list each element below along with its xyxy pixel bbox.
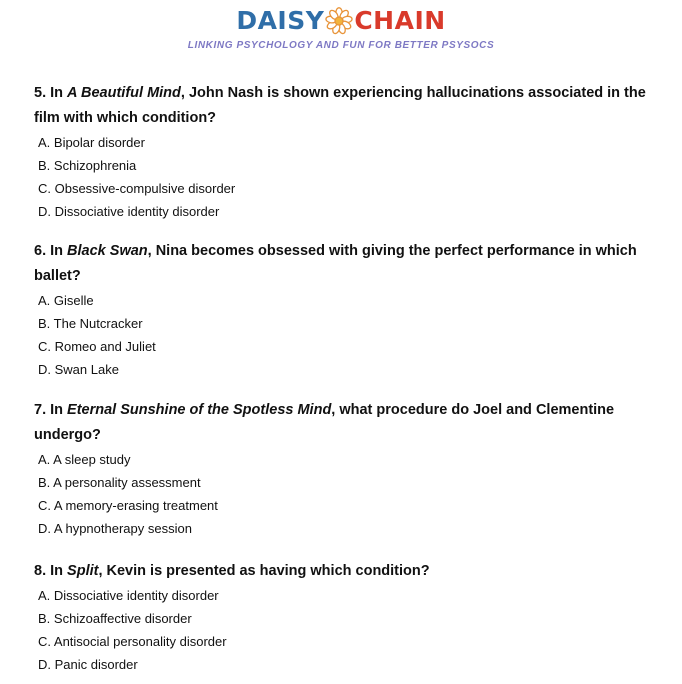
- question-number: 7. In: [34, 402, 64, 418]
- question-number: 6. In: [34, 243, 64, 259]
- option-c: C. A memory-erasing treatment: [38, 498, 218, 513]
- option-b: B. A personality assessment: [38, 475, 201, 490]
- option-a: A. Dissociative identity disorder: [38, 588, 219, 603]
- question-8: [34, 559, 664, 676]
- question-text: , Nina becomes obsessed with giving the perfect performance in which ballet?: [34, 243, 637, 284]
- option-d: D. Panic disorder: [38, 657, 138, 672]
- option-b: B. The Nutcracker: [38, 316, 143, 331]
- film-title: Eternal Sunshine of the Spotless Mind: [67, 402, 332, 418]
- question-number: 8. In: [34, 563, 64, 579]
- question-text: , Kevin is presented as having which condition?: [98, 563, 430, 579]
- option-a: A. A sleep study: [38, 452, 131, 467]
- question-6: [34, 239, 664, 381]
- question-text: , John Nash is shown experiencing hallucinations associated in the film with which condition?: [34, 85, 646, 126]
- question-number: 5. In: [34, 85, 64, 101]
- question-stem: [34, 398, 664, 448]
- option-b: B. Schizoaffective disorder: [38, 611, 192, 626]
- option-list: [34, 131, 664, 223]
- option-d: D. Dissociative identity disorder: [38, 204, 220, 219]
- option-c: C. Obsessive-compulsive disorder: [38, 181, 236, 196]
- daisychain-logo: [0, 6, 682, 35]
- film-title: Split: [67, 563, 99, 579]
- question-stem: [34, 239, 664, 289]
- film-title: Black Swan: [67, 243, 148, 259]
- question-text: , what procedure do Joel and Clementine undergo?: [34, 402, 615, 443]
- daisy-flower-icon: [325, 7, 353, 35]
- option-list: [34, 448, 664, 540]
- option-a: A. Giselle: [38, 293, 94, 308]
- page-header: [0, 0, 682, 60]
- option-d: D. A hypnotherapy session: [38, 521, 192, 536]
- question-7: [34, 398, 664, 540]
- option-d: D. Swan Lake: [38, 362, 119, 377]
- film-title: A Beautiful Mind: [67, 85, 181, 101]
- question-stem: [34, 81, 664, 131]
- option-c: C. Antisocial personality disorder: [38, 634, 227, 649]
- tagline: LINKING PSYCHOLOGY AND FUN FOR BETTER PSYSOCS: [187, 40, 495, 51]
- question-5: [34, 81, 664, 223]
- option-list: [34, 289, 664, 381]
- option-a: A. Bipolar disorder: [38, 135, 145, 150]
- logo-word-chain: CHAIN: [354, 6, 446, 35]
- option-c: C. Romeo and Juliet: [38, 339, 156, 354]
- question-stem: [34, 559, 664, 584]
- option-list: [34, 584, 664, 676]
- option-b: B. Schizophrenia: [38, 158, 137, 173]
- logo-word-daisy: DAISY: [236, 6, 325, 35]
